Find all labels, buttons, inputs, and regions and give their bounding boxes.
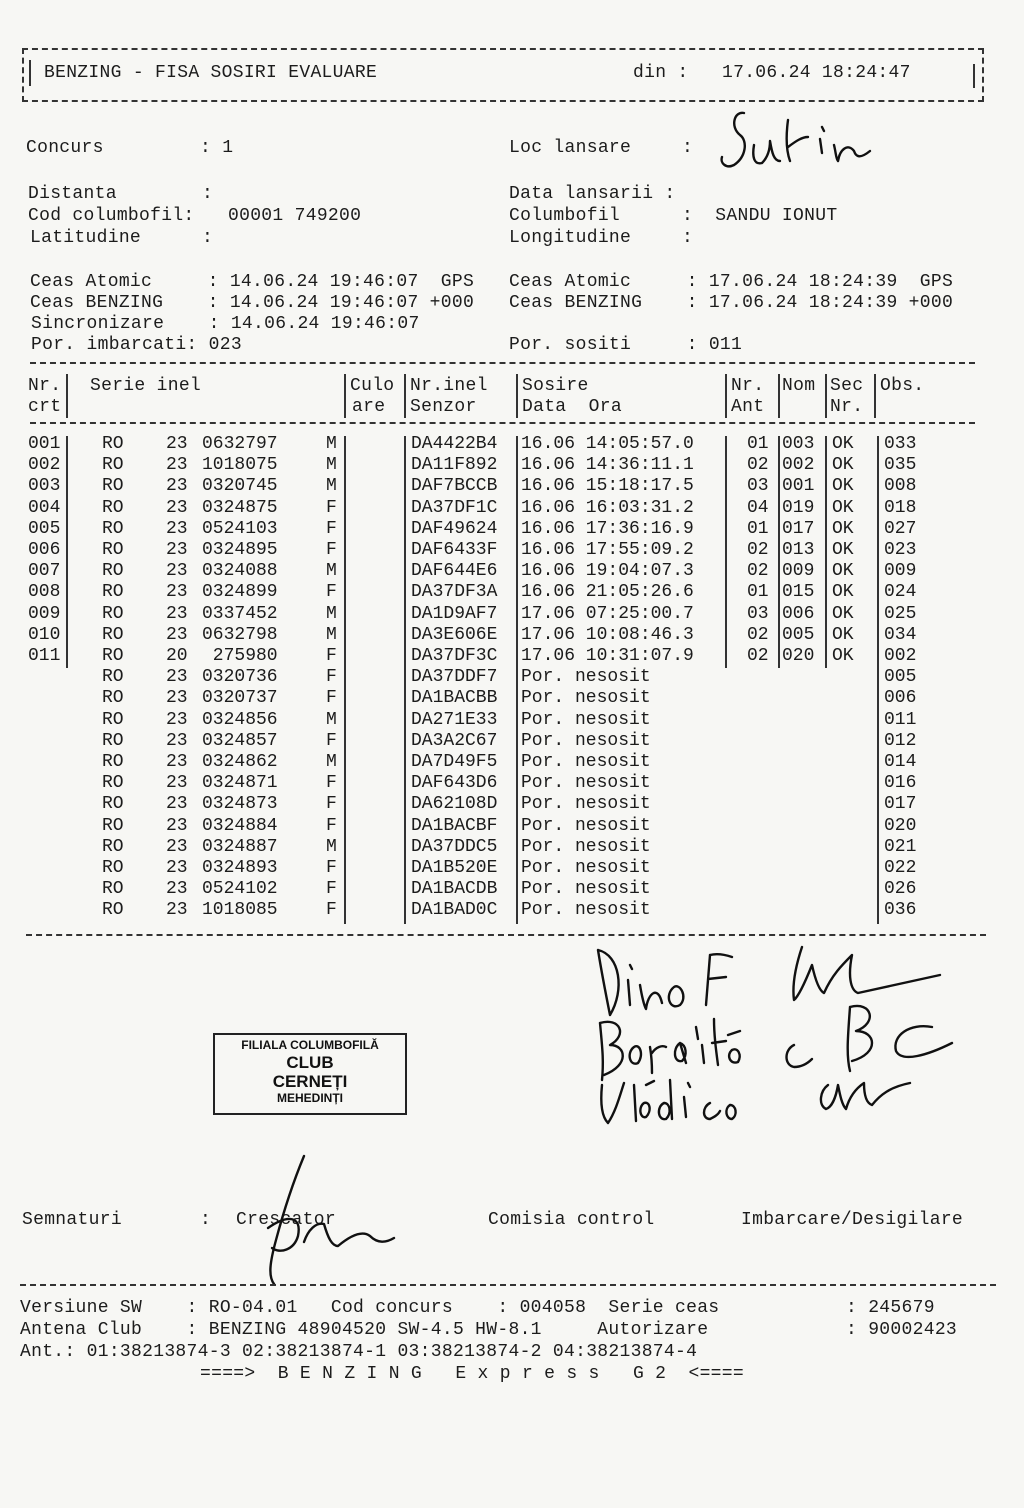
cell-arrival: Por. nesosit [521,709,651,730]
cell-country: RO [102,688,124,709]
cell-obs: 022 [884,858,917,878]
cell-nr-crt: 010 [28,624,61,645]
cell-sec: OK [832,646,854,666]
cell-nr-crt: 006 [28,540,61,560]
col-nr-crt-header-2: crt [28,397,62,417]
loc-lansare-signature [704,105,884,200]
cell-ring-number: 0524103 [202,518,278,539]
cell-year: 23 [166,709,188,730]
cell-arrival: 16.06 19:04:07.3 [521,561,694,582]
cell-arrival: Por. nesosit [521,688,651,709]
cell-sensor: DA1BACBB [411,688,498,709]
cell-ring-number: 0324856 [202,709,278,730]
columbofil-label: Columbofil [509,206,621,226]
cell-sensor: DA7D49F5 [411,752,498,772]
col-obs-header: Obs. [880,376,925,396]
cell-year: 23 [166,582,188,603]
concurs-label: Concurs [26,138,104,158]
clock-left-line-2: Ceas BENZING : 14.06.24 19:46:07 +000 [30,293,475,313]
col-nr-inel-header-2: Senzor [410,397,477,417]
cell-year: 23 [166,624,188,645]
cell-country: RO [102,858,124,878]
cell-year: 23 [166,476,188,497]
cell-ring-number: 1018085 [202,900,278,921]
footer-line-1: Versiune SW : RO-04.01 Cod concurs : 004058 Serie ceas [20,1298,720,1318]
cell-sensor: DA3A2C67 [411,730,498,751]
cell-country: RO [102,730,124,751]
cell-antenna: 02 [747,540,769,560]
footer-line-1-value: : 245679 [846,1298,935,1318]
cell-nr-crt: 009 [28,603,61,624]
cell-country: RO [102,709,124,730]
cell-obs: 035 [884,455,917,476]
cell-year: 23 [166,730,188,751]
cell-sec: OK [832,476,854,497]
cell-obs: 026 [884,879,917,900]
cell-ring-number: 0324862 [202,752,278,772]
cell-arrival: 16.06 14:05:57.0 [521,434,694,454]
col-sosire-header-1: Sosire [522,376,589,396]
cell-sensor: DA37DF3C [411,646,498,666]
col-nom-header: Nom [782,376,816,396]
cell-ring-number: 0320737 [202,688,278,709]
footer-rule [20,1284,996,1286]
cell-sensor: DA37DF1C [411,497,498,518]
cell-ring-number: 0320736 [202,667,278,688]
cell-sec: OK [832,518,854,539]
cell-sex: F [326,900,337,921]
cell-nom: 006 [782,603,815,624]
cell-obs: 008 [884,476,917,497]
cell-ring-number: 0324899 [202,582,278,603]
cell-year: 23 [166,540,188,560]
cell-year: 23 [166,815,188,836]
cell-obs: 025 [884,603,917,624]
concurs-value: : 1 [200,138,234,158]
col-sep-6 [778,374,780,418]
cell-year: 23 [166,497,188,518]
cell-obs: 033 [884,434,917,454]
cell-arrival: 16.06 15:18:17.5 [521,476,694,497]
cell-sensor: DA271E33 [411,709,498,730]
cell-nom: 015 [782,582,815,603]
cell-arrival: Por. nesosit [521,667,651,688]
cell-sex: M [326,709,337,730]
cell-ring-number: 0632798 [202,624,278,645]
cell-arrival: Por. nesosit [521,773,651,794]
cell-ring-number: 0324088 [202,561,278,582]
col-sep-3 [404,374,406,418]
cell-ring-number: 1018075 [202,455,278,476]
cell-year: 23 [166,794,188,815]
col-serie-inel-header: Serie inel [90,376,202,396]
data-lansarii-label: Data lansarii : [509,184,676,204]
cell-sex: F [326,667,337,688]
cell-arrival: 17.06 10:31:07.9 [521,646,694,666]
cell-obs: 020 [884,815,917,836]
cell-sex: F [326,773,337,794]
cell-year: 23 [166,518,188,539]
cell-sex: F [326,646,337,666]
col-sep-4-body [516,436,518,924]
loc-lansare-label: Loc lansare [509,138,632,158]
cell-sensor: DA1D9AF7 [411,603,498,624]
cell-ring-number: 0324875 [202,497,278,518]
cell-obs: 009 [884,561,917,582]
stamp-line-1: FILIALA COLUMBOFILĂ [241,1038,379,1052]
cell-arrival: Por. nesosit [521,836,651,857]
cell-arrival: 17.06 07:25:00.7 [521,603,694,624]
cell-country: RO [102,561,124,582]
cell-country: RO [102,667,124,688]
cell-arrival: 16.06 17:36:16.9 [521,518,694,539]
cell-ring-number: 0337452 [202,603,278,624]
cell-sensor: DA37DF3A [411,582,498,603]
cell-sex: M [326,836,337,857]
cell-arrival: Por. nesosit [521,858,651,878]
cell-sensor: DA1BACBF [411,815,498,836]
semnaturi-label: Semnaturi [22,1210,122,1230]
cell-antenna: 02 [747,624,769,645]
cell-sex: F [326,688,337,709]
cell-sec: OK [832,624,854,645]
distanta-label: Distanta [28,184,117,204]
cell-arrival: Por. nesosit [521,815,651,836]
cell-sensor: DAF643D6 [411,773,498,794]
cell-ring-number: 0324857 [202,730,278,751]
cell-nom: 005 [782,624,815,645]
cell-ring-number: 0524102 [202,879,278,900]
cell-sensor: DAF7BCCB [411,476,498,497]
cell-ring-number: 0324873 [202,794,278,815]
cell-obs: 011 [884,709,917,730]
latitudine-value: : [202,228,214,248]
cell-nom: 003 [782,434,815,454]
cell-obs: 014 [884,752,917,772]
cell-arrival: Por. nesosit [521,730,651,751]
table-header-rule [30,422,975,424]
cell-ring-number: 0632797 [202,434,278,454]
cell-sex: M [326,603,337,624]
cell-country: RO [102,518,124,539]
cell-sec: OK [832,497,854,518]
cell-year: 23 [166,836,188,857]
col-sep-8 [874,374,876,418]
cell-ring-number: 0324893 [202,858,278,878]
cell-arrival: 16.06 14:36:11.1 [521,455,694,476]
cell-nom: 002 [782,455,815,476]
semnaturi-sep: : [200,1210,212,1230]
cell-sex: M [326,455,337,476]
cell-sensor: DA4422B4 [411,434,498,454]
cell-arrival: Por. nesosit [521,900,651,921]
cell-year: 23 [166,603,188,624]
cell-obs: 016 [884,773,917,794]
cell-obs: 017 [884,794,917,815]
document-title: BENZING - FISA SOSIRI EVALUARE [44,63,378,83]
cell-sensor: DAF644E6 [411,561,498,582]
cell-antenna: 01 [747,434,769,454]
latitudine-label: Latitudine [30,228,142,248]
cell-country: RO [102,476,124,497]
cell-year: 20 [166,646,188,666]
cell-country: RO [102,434,124,454]
cell-arrival: Por. nesosit [521,879,651,900]
col-culoare-header-1: Culo [350,376,395,396]
cell-antenna: 01 [747,582,769,603]
cell-nr-crt: 003 [28,476,61,497]
cell-sensor: DA11F892 [411,455,498,476]
cell-nr-crt: 011 [28,646,61,666]
cell-sensor: DAF49624 [411,518,498,539]
col-sec-header-2: Nr. [830,397,864,417]
clock-left-line-4: Por. imbarcati: 023 [31,335,242,355]
cell-sensor: DA1B520E [411,858,498,878]
cell-sex: F [326,879,337,900]
cell-year: 23 [166,879,188,900]
cell-nr-crt: 008 [28,582,61,603]
cell-sensor: DA1BAD0C [411,900,498,921]
col-nr-ant-header-1: Nr. [731,376,765,396]
col-nr-ant-header-2: Ant [731,397,765,417]
header-right-bar [973,64,975,88]
longitudine-value: : [682,228,694,248]
cell-sex: F [326,794,337,815]
cell-nr-crt: 007 [28,561,61,582]
cell-sex: F [326,582,337,603]
cell-obs: 027 [884,518,917,539]
cell-year: 23 [166,900,188,921]
cell-sec: OK [832,603,854,624]
cell-sensor: DA3E606E [411,624,498,645]
print-date-value: 17.06.24 18:24:47 [722,63,911,83]
cell-obs: 024 [884,582,917,603]
cell-arrival: 17.06 10:08:46.3 [521,624,694,645]
cell-nr-crt: 005 [28,518,61,539]
cell-arrival: Por. nesosit [521,752,651,772]
cell-nom: 017 [782,518,815,539]
cell-sec: OK [832,434,854,454]
col-sep-5 [725,374,727,418]
cell-antenna: 03 [747,603,769,624]
cell-antenna: 03 [747,476,769,497]
clock-right-line-2: Ceas BENZING : 17.06.24 18:24:39 +000 [509,293,954,313]
cell-nom: 013 [782,540,815,560]
cell-sec: OK [832,582,854,603]
cell-arrival: 16.06 21:05:26.6 [521,582,694,603]
cell-nom: 009 [782,561,815,582]
col-sep-5-body [725,436,727,668]
cell-sec: OK [832,455,854,476]
cell-sensor: DA37DDC5 [411,836,498,857]
cell-sec: OK [832,561,854,582]
cell-sec: OK [832,540,854,560]
col-sep-2 [344,374,346,418]
cell-arrival: 16.06 17:55:09.2 [521,540,694,560]
cell-country: RO [102,815,124,836]
clock-left-line-1: Ceas Atomic : 14.06.24 19:46:07 GPS [30,272,475,292]
cell-year: 23 [166,455,188,476]
stamp-line-4: MEHEDINȚI [277,1090,343,1105]
footer-line-2: Antena Club : BENZING 48904520 SW-4.5 HW-8.1 Autorizare [20,1320,709,1340]
cell-nom: 020 [782,646,815,666]
cell-sex: F [326,730,337,751]
cell-ring-number: 0324895 [202,540,278,560]
cell-country: RO [102,582,124,603]
cell-country: RO [102,900,124,921]
cell-nom: 001 [782,476,815,497]
cell-sex: F [326,497,337,518]
cell-year: 23 [166,434,188,454]
cell-year: 23 [166,667,188,688]
cell-antenna: 01 [747,518,769,539]
col-culoare-header-2: are [352,397,386,417]
columbofil-value: : SANDU IONUT [682,206,838,226]
clock-right-line-4: Por. sositi : 011 [509,335,743,355]
col-sep-3-body [404,436,406,924]
cell-nr-crt: 002 [28,455,61,476]
cell-country: RO [102,646,124,666]
cell-year: 23 [166,752,188,772]
cell-obs: 006 [884,688,917,709]
col-nr-inel-header-1: Nr.inel [410,376,488,396]
print-date-label: din : [633,63,689,83]
cell-nom: 019 [782,497,815,518]
distanta-value: : [202,184,214,204]
cell-country: RO [102,603,124,624]
cell-country: RO [102,540,124,560]
cell-ring-number: 275980 [202,646,278,666]
footer-brand-line: ====> B E N Z I N G E x p r e s s G 2 <==== [200,1364,744,1384]
stamp-line-3: CERNEȚI [272,1072,348,1092]
table-top-rule [30,362,975,364]
cell-obs: 034 [884,624,917,645]
cell-country: RO [102,624,124,645]
cell-sex: F [326,540,337,560]
crescator-label: Crescator [236,1210,336,1230]
imbarcare-desigilare-label: Imbarcare/Desigilare [741,1210,964,1230]
cell-nr-crt: 001 [28,434,61,454]
cell-sex: F [326,815,337,836]
cell-year: 23 [166,688,188,709]
longitudine-label: Longitudine [509,228,632,248]
cell-sex: F [326,858,337,878]
cell-sensor: DA62108D [411,794,498,815]
cell-antenna: 02 [747,561,769,582]
cell-sex: M [326,561,337,582]
col-sosire-header-2: Data Ora [522,397,622,417]
cell-antenna: 02 [747,646,769,666]
col-sep-1 [66,374,68,418]
cell-antenna: 04 [747,497,769,518]
cell-ring-number: 0324887 [202,836,278,857]
cell-country: RO [102,836,124,857]
cell-year: 23 [166,561,188,582]
crescator-signature [258,1150,408,1290]
cell-obs: 023 [884,540,917,560]
clock-left-line-3: Sincronizare : 14.06.24 19:46:07 [31,314,420,334]
cell-year: 23 [166,773,188,794]
cell-sex: M [326,476,337,497]
cell-sex: F [326,518,337,539]
col-nr-crt-header-1: Nr. [28,376,62,396]
col-sep-8-body [877,436,879,924]
cod-columbofil-label: Cod columbofil: [28,206,195,226]
cell-antenna: 02 [747,455,769,476]
cell-sensor: DA1BACDB [411,879,498,900]
cell-country: RO [102,794,124,815]
header-left-bar [29,60,31,86]
col-sep-6-body [778,436,780,668]
col-sep-4 [516,374,518,418]
cell-obs: 005 [884,667,917,688]
stamp-line-2: CLUB [286,1052,334,1072]
cell-sex: M [326,434,337,454]
cell-nr-crt: 004 [28,497,61,518]
cell-ring-number: 0324871 [202,773,278,794]
cell-year: 23 [166,858,188,878]
cell-arrival: Por. nesosit [521,794,651,815]
cell-obs: 036 [884,900,917,921]
cell-country: RO [102,455,124,476]
cell-ring-number: 0324884 [202,815,278,836]
loc-lansare-sep: : [682,138,694,158]
cell-obs: 002 [884,646,917,666]
col-sep-7-body [825,436,827,668]
cell-obs: 021 [884,836,917,857]
cell-arrival: 16.06 16:03:31.2 [521,497,694,518]
cell-country: RO [102,773,124,794]
cell-sex: M [326,624,337,645]
col-sep-1-body [66,436,68,668]
cell-country: RO [102,497,124,518]
comisia-control-label: Comisia control [488,1210,655,1230]
clock-right-line-1: Ceas Atomic : 17.06.24 18:24:39 GPS [509,272,954,292]
footer-antenna-line: Ant.: 01:38213874-3 02:38213874-1 03:38213874-2 04:38213874-4 [20,1342,698,1362]
cell-obs: 012 [884,730,917,751]
cell-sensor: DA37DDF7 [411,667,498,688]
col-sec-header-1: Sec [830,376,864,396]
cell-country: RO [102,879,124,900]
cell-country: RO [102,752,124,772]
cell-sensor: DAF6433F [411,540,498,560]
cell-ring-number: 0320745 [202,476,278,497]
cod-columbofil-value: 00001 749200 [228,206,362,226]
cell-sex: M [326,752,337,772]
col-sep-7 [825,374,827,418]
footer-line-2-value: : 90002423 [846,1320,958,1340]
cell-obs: 018 [884,497,917,518]
col-sep-2-body [344,436,346,924]
commission-signatures [580,935,980,1135]
club-stamp [213,1033,407,1115]
